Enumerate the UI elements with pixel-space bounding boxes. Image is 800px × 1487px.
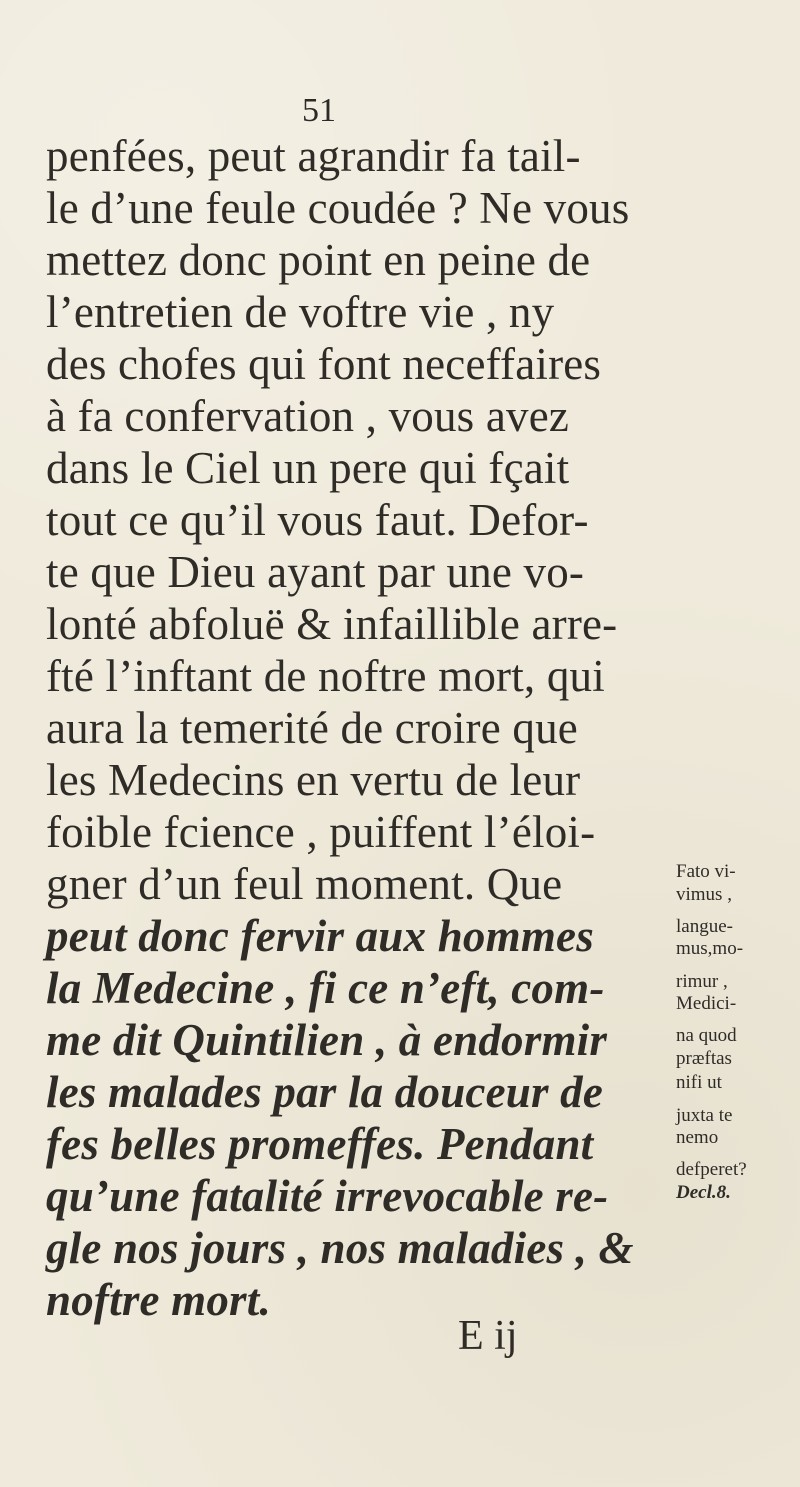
margin-note-line: rimur , bbox=[676, 971, 728, 992]
body-line-italic: peut donc fervir aux hommes bbox=[46, 911, 594, 961]
body-line: aura la temerité de croire que bbox=[46, 703, 578, 753]
body-line: foible fcience , puiffent l’éloi- bbox=[46, 807, 596, 857]
body-line-italic: me dit Quintilien , à endormir bbox=[46, 1015, 608, 1065]
body-line: te que Dieu ayant par une vo- bbox=[46, 547, 585, 597]
margin-note-line: na quod bbox=[676, 1025, 737, 1046]
margin-note-line: Fato vi- bbox=[676, 861, 736, 882]
margin-note-line: nemo bbox=[676, 1127, 719, 1148]
margin-note-line: mus,mo- bbox=[676, 938, 744, 959]
body-line: le d’une feule coudée ? Ne vous bbox=[46, 183, 630, 233]
body-line: penfées, peut agrandir fa tail- bbox=[46, 131, 581, 181]
body-line: à fa confervation , vous avez bbox=[46, 391, 570, 441]
body-line: gner d’un feul moment. Que bbox=[46, 859, 563, 909]
body-line: fté l’inftant de noftre mort, qui bbox=[46, 651, 605, 701]
margin-note-line: Medici- bbox=[676, 993, 737, 1014]
margin-note-line: vimus , bbox=[676, 884, 732, 905]
body-line-italic: qu’une fatalité irrevocable re- bbox=[46, 1171, 609, 1221]
margin-note-line: præftas bbox=[676, 1048, 732, 1069]
margin-note-line: juxta te bbox=[676, 1105, 733, 1126]
body-line-italic: la Medecine , fi ce n’eft, com- bbox=[46, 963, 605, 1013]
margin-note-line: Decl.8. bbox=[676, 1182, 731, 1203]
body-line: dans le Ciel un pere qui fçait bbox=[46, 443, 570, 493]
body-line-italic: noftre mort. bbox=[46, 1275, 271, 1325]
body-line-italic: fes belles promeffes. Pendant bbox=[46, 1119, 594, 1169]
margin-note-line: nifi ut bbox=[676, 1072, 722, 1093]
page-number: 51 bbox=[302, 92, 336, 129]
body-line: l’entretien de voftre vie , ny bbox=[46, 287, 555, 337]
catchword: E ij bbox=[458, 1313, 518, 1359]
body-line-italic: gle nos jours , nos maladies , & bbox=[46, 1223, 634, 1273]
body-line: tout ce qu’il vous faut. Defor- bbox=[46, 495, 589, 545]
body-line: lonté abfoluë & infaillible arre- bbox=[46, 599, 618, 649]
body-line: les Medecins en vertu de leur bbox=[46, 755, 581, 805]
body-line: des chofes qui font neceffaires bbox=[46, 339, 602, 389]
body-line: mettez donc point en peine de bbox=[46, 235, 591, 285]
margin-note-line: defperet? bbox=[676, 1159, 747, 1180]
body-line-italic: les malades par la douceur de bbox=[46, 1067, 604, 1117]
margin-note-line: langue- bbox=[676, 916, 733, 937]
